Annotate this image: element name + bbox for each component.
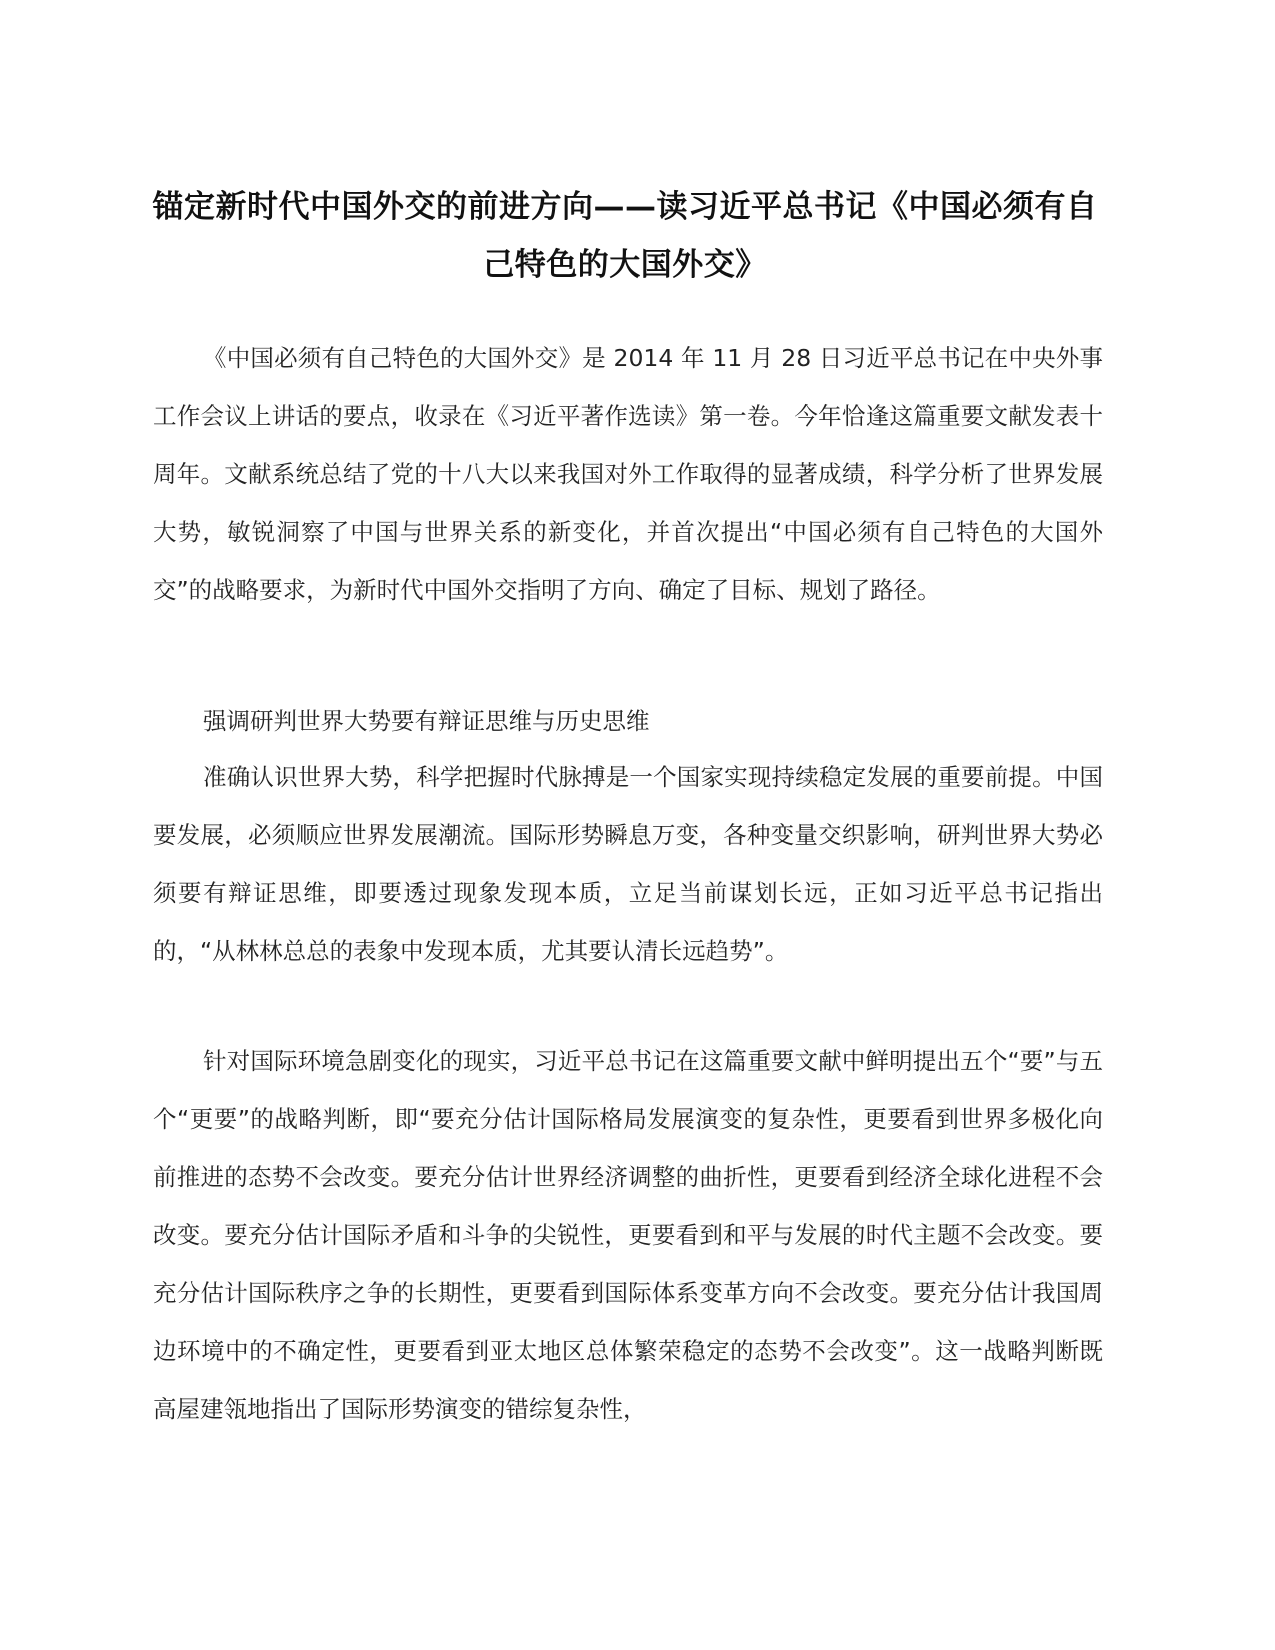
paragraph-world-trends: 准确认识世界大势，科学把握时代脉搏是一个国家实现持续稳定发展的重要前提。中国要发展，必须顺应世界发展潮流。国际形势瞬息万变，各种变量交织影响，研判世界大势必须要有辩证思维，即要透过现象发现本质，立足当前谋划长远，正如习近平总书记指出的，“从林林总总的表象中发现本质，尤其要认清长远趋势”。 [153,763,1103,965]
paragraph-strategic-judgment: 针对国际环境急剧变化的现实，习近平总书记在这篇重要文献中鲜明提出五个“要”与五个“更要”的战略判断，即“要充分估计国际格局发展演变的复杂性，更要看到世界多极化向前推进的态势不会改变。要充分估计世界经济调整的曲折性，更要看到经济全球化进程不会改变。要充分估计国际矛盾和斗争的尖锐性，更要看到和平与发展的时代主题不会改变。要充分估计国际秩序之争的长期性，更要看到国际体系变革方向不会改变。要充分估计我国周边环境中的不确定性，更要看到亚太地区总体繁荣稳定的态势不会改变”。这一战略判断既高屋建瓴地指出了国际形势演变的错综复杂性， [153,1047,1103,1423]
section-heading: 强调研判世界大势要有辩证思维与历史思维 [203,707,650,735]
document-title: 锚定新时代中国外交的前进方向——读习近平总书记《中国必须有自己特色的大国外交》 [152,189,1098,283]
paragraph-intro: 《中国必须有自己特色的大国外交》是 2014 年 11 月 28 日习近平总书记在中央外事工作会议上讲话的要点，收录在《习近平著作选读》第一卷。今年恰逢这篇重要文献发表十周年。文献系统总结了党的十八大以来我国对外工作取得的显著成绩，科学分析了世界发展大势，敏锐洞察了中国与世界关系的新变化，并首次提出“中国必须有自己特色的大国外交”的战略要求，为新时代中国外交指明了方向、确定了目标、规划了路径。 [153,344,1103,604]
